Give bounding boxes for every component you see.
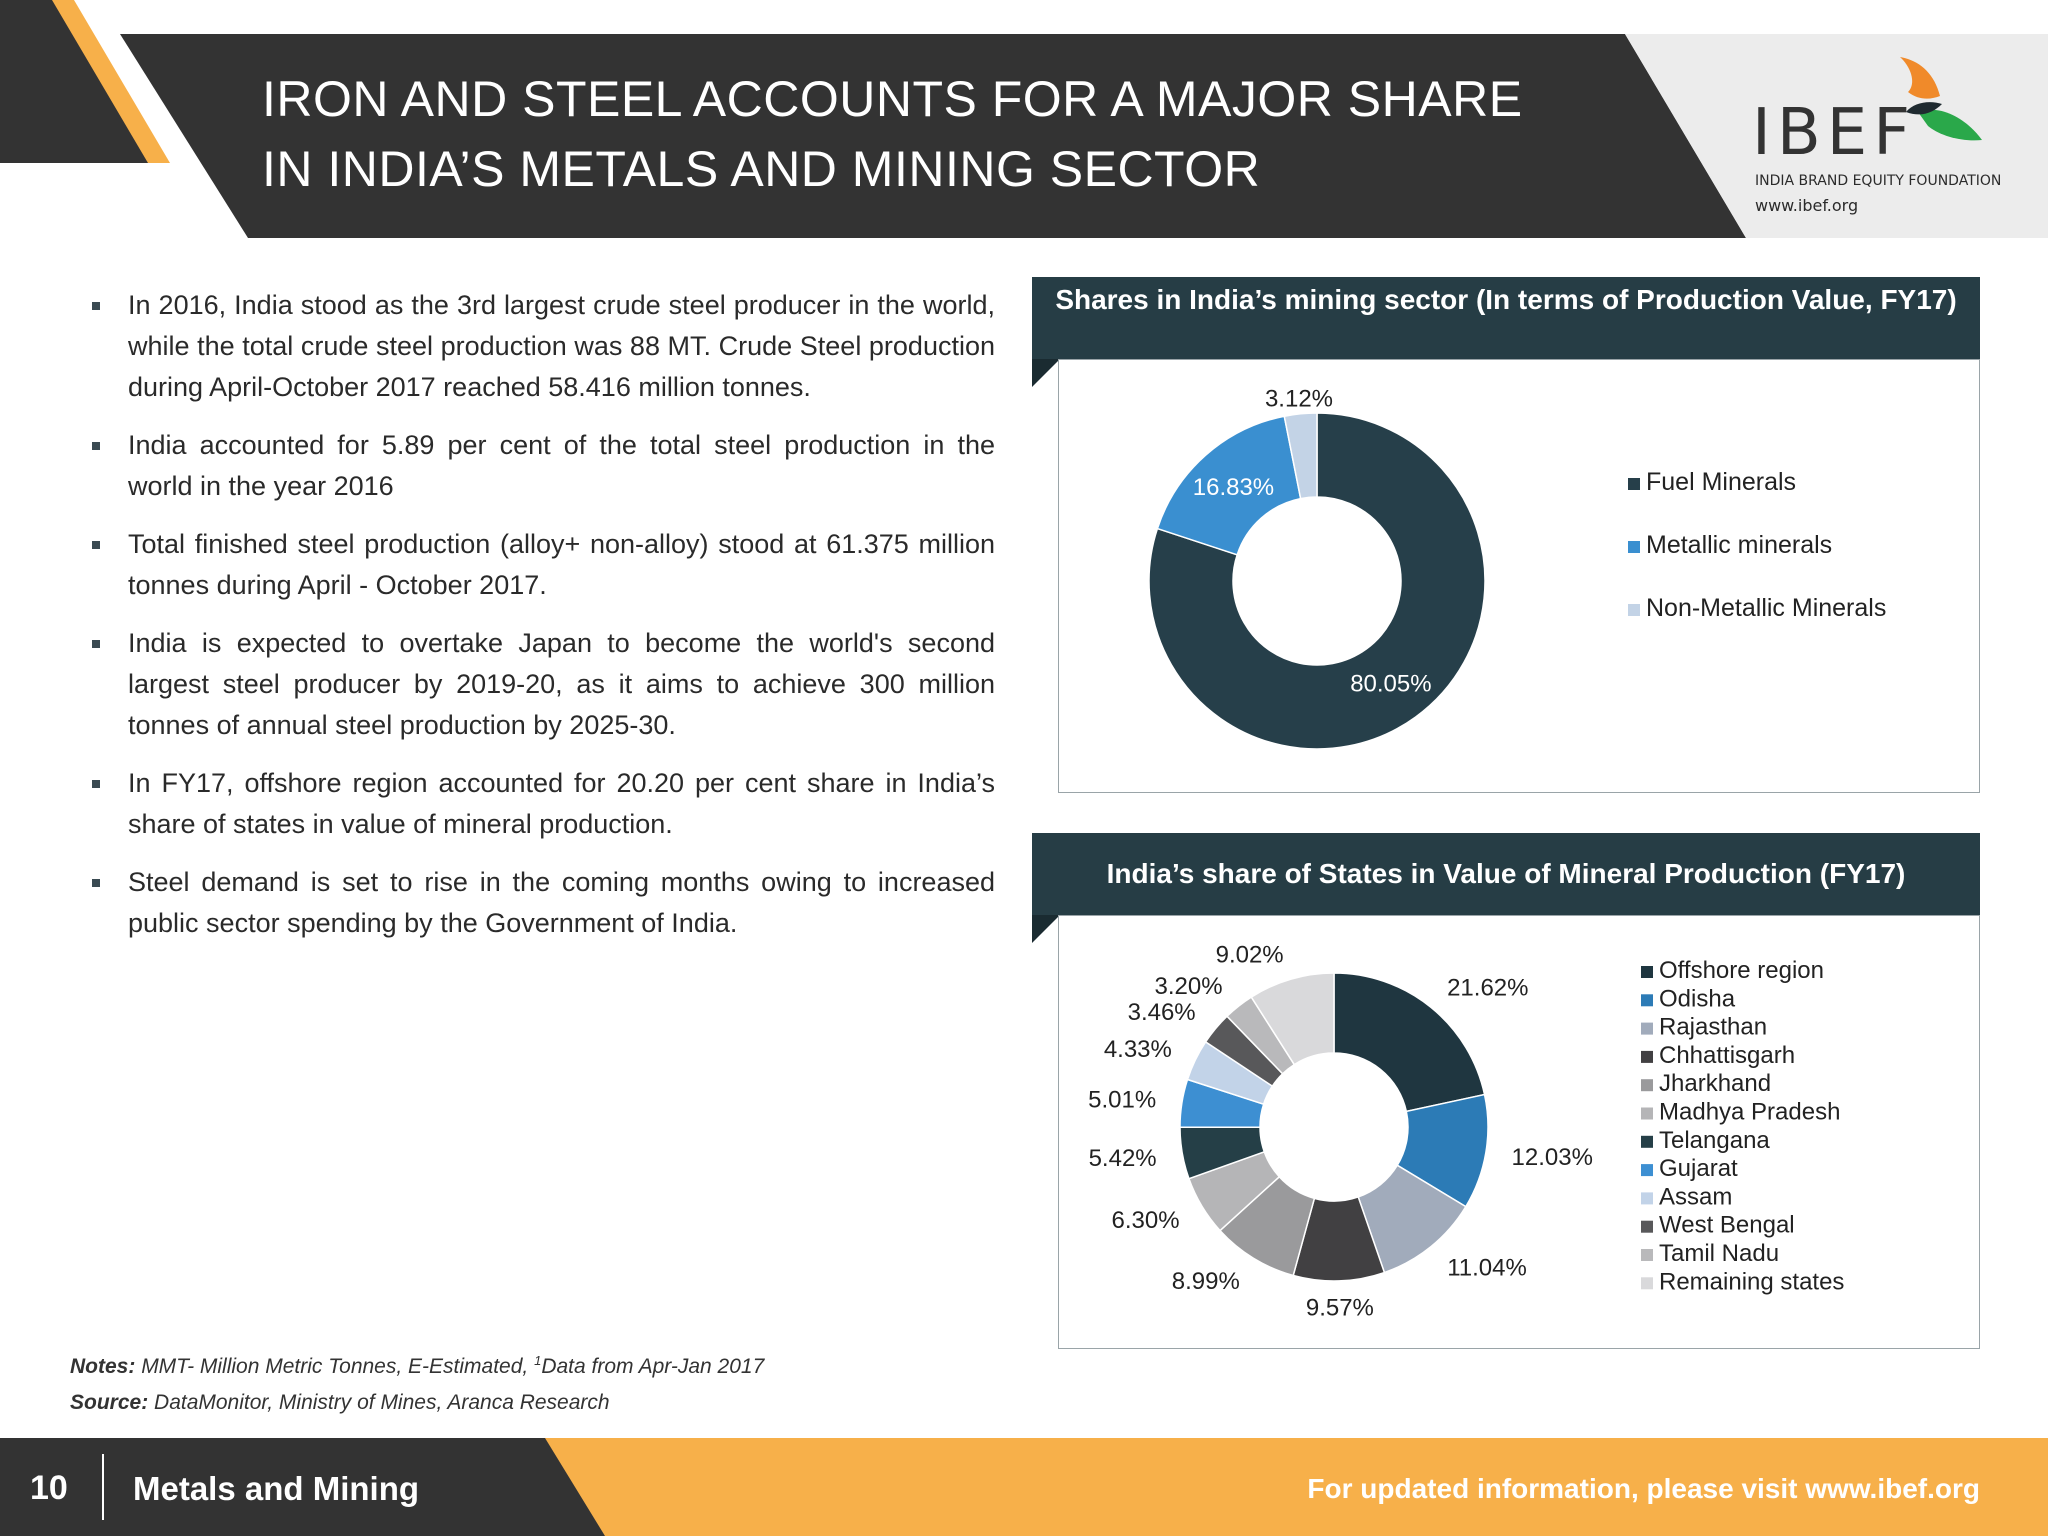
legend-label-chhattisgarh: Chhattisgarh	[1659, 1041, 1796, 1069]
data-label-telangana: 5.42%	[1088, 1145, 1157, 1173]
legend-swatch-assam	[1641, 1192, 1653, 1204]
legend-swatch-west-bengal	[1641, 1221, 1653, 1233]
legend-label-gujarat: Gujarat	[1659, 1155, 1738, 1183]
chart1-svg	[1059, 360, 1979, 792]
bullet-text: Steel demand is set to rise in the coming months owing to increased public sector spending by the Government of India.	[128, 867, 995, 938]
data-label-odisha: 12.03%	[1511, 1144, 1593, 1172]
legend-label-jharkhand: Jharkhand	[1659, 1070, 1772, 1098]
legend-swatch-jharkhand	[1641, 1079, 1653, 1091]
legend-swatch-madhya-pradesh	[1641, 1108, 1653, 1120]
data-label-gujarat: 5.01%	[1088, 1086, 1157, 1114]
data-label-rajasthan: 11.04%	[1447, 1254, 1527, 1282]
notes-superscript: 1	[534, 1353, 542, 1368]
chart2-panel	[1058, 915, 1980, 1349]
data-label-remaining-states: 9.02%	[1215, 941, 1284, 969]
bullet-marker	[92, 879, 100, 887]
page-number: 10	[30, 1469, 68, 1507]
bullet-text: India is expected to overtake Japan to become the world's second largest steel producer by 2019-20, as it aims to achieve 300 million tonnes of annual steel production by 2025-30.	[128, 628, 995, 740]
legend-label-telangana: Telangana	[1659, 1126, 1770, 1154]
legend-label-odisha: Odisha	[1659, 985, 1736, 1013]
legend-label-non-metallic-minerals: Non-Metallic Minerals	[1646, 594, 1887, 622]
bullet-text: Total finished steel production (alloy+ non-alloy) stood at 61.375 million tonnes during April - October 2017.	[128, 529, 995, 600]
ibef-logo-subtitle: INDIA BRAND EQUITY FOUNDATION	[1755, 173, 2002, 189]
ibef-logo-text: IBEF	[1752, 96, 1917, 170]
footer-divider	[102, 1454, 104, 1520]
legend-label-fuel-minerals: Fuel Minerals	[1646, 468, 1797, 496]
bullet-list	[90, 285, 995, 961]
data-label-west-bengal: 3.46%	[1127, 999, 1196, 1027]
bullet-text: In FY17, offshore region accounted for 20.20 per cent share in India’s share of states in value of mineral production.	[128, 768, 995, 839]
chart2-title-notch	[1032, 915, 1060, 943]
legend-swatch-non-metallic-minerals	[1628, 604, 1640, 616]
notes-label: Notes:	[70, 1355, 136, 1378]
bullet-item	[90, 524, 995, 606]
chart1-panel	[1058, 359, 1980, 793]
legend-label-assam: Assam	[1659, 1183, 1733, 1211]
bullet-item	[90, 425, 995, 507]
legend-label-madhya-pradesh: Madhya Pradesh	[1659, 1098, 1841, 1126]
bullet-marker	[92, 640, 100, 648]
legend-swatch-chhattisgarh	[1641, 1051, 1653, 1063]
bullet-marker	[92, 302, 100, 310]
ibef-logo-url: www.ibef.org	[1755, 196, 1859, 215]
header-title-band	[120, 34, 1746, 238]
data-label-metallic-minerals: 16.83%	[1192, 474, 1275, 502]
legend-label-rajasthan: Rajasthan	[1659, 1013, 1768, 1041]
notes-text-b: Data from Apr-Jan 2017	[541, 1355, 765, 1378]
bullet-text: In 2016, India stood as the 3rd largest crude steel producer in the world, while the total crude steel production was 88 MT. Crude Steel production during April-October 2017 reached 58.416 million tonnes.	[128, 290, 995, 402]
legend-label-remaining-states: Remaining states	[1659, 1268, 1845, 1296]
bullet-item	[90, 862, 995, 944]
data-label-tamil-nadu: 3.20%	[1154, 973, 1223, 1001]
legend-label-metallic-minerals: Metallic minerals	[1646, 531, 1833, 559]
bullet-item	[90, 285, 995, 408]
legend-swatch-tamil-nadu	[1641, 1249, 1653, 1261]
bullet-item	[90, 763, 995, 845]
data-label-offshore-region: 21.62%	[1447, 974, 1529, 1002]
bullet-item	[90, 623, 995, 746]
source-line	[70, 1391, 610, 1415]
legend-swatch-offshore-region	[1641, 966, 1653, 978]
legend-swatch-remaining-states	[1641, 1277, 1653, 1289]
source-label: Source:	[70, 1391, 149, 1414]
legend-swatch-metallic-minerals	[1628, 541, 1640, 553]
notes-line	[70, 1353, 764, 1379]
footer-link[interactable]: For updated information, please visit www.ibef.org	[1307, 1473, 1980, 1504]
legend-swatch-fuel-minerals	[1628, 478, 1640, 490]
chart2-title: India’s share of States in Value of Mineral Production (FY17)	[1032, 833, 1980, 915]
bullet-marker	[92, 442, 100, 450]
bullet-text: India accounted for 5.89 per cent of the total steel production in the world in the year 2016	[128, 430, 995, 501]
legend-label-west-bengal: West Bengal	[1659, 1211, 1795, 1239]
data-label-non-metallic-minerals: 3.12%	[1264, 385, 1334, 413]
notes-text-a: MMT- Million Metric Tonnes, E-Estimated,	[141, 1355, 529, 1378]
data-label-chhattisgarh: 9.57%	[1305, 1294, 1374, 1322]
data-label-fuel-minerals: 80.05%	[1350, 670, 1432, 698]
legend-swatch-telangana	[1641, 1136, 1653, 1148]
chart1-title: Shares in India’s mining sector (In terms of Production Value, FY17)	[1032, 277, 1980, 359]
source-text: DataMonitor, Ministry of Mines, Aranca Research	[154, 1391, 610, 1414]
data-label-assam: 4.33%	[1103, 1036, 1172, 1064]
data-label-madhya-pradesh: 6.30%	[1111, 1206, 1180, 1234]
chart2-svg	[1059, 916, 1979, 1348]
legend-swatch-gujarat	[1641, 1164, 1653, 1176]
legend-label-tamil-nadu: Tamil Nadu	[1659, 1240, 1780, 1267]
page-title-line-1: IRON AND STEEL ACCOUNTS FOR A MAJOR SHARE	[262, 71, 1523, 127]
legend-swatch-rajasthan	[1641, 1023, 1653, 1035]
legend-label-offshore-region: Offshore region	[1659, 957, 1824, 984]
legend-swatch-odisha	[1641, 994, 1653, 1006]
bullet-marker	[92, 780, 100, 788]
data-label-jharkhand: 8.99%	[1171, 1267, 1240, 1295]
bullet-marker	[92, 541, 100, 549]
footer-section-title: Metals and Mining	[133, 1470, 420, 1507]
page-title-line-2: IN INDIA’S METALS AND MINING SECTOR	[262, 141, 1261, 197]
chart1-title-notch	[1032, 359, 1060, 387]
